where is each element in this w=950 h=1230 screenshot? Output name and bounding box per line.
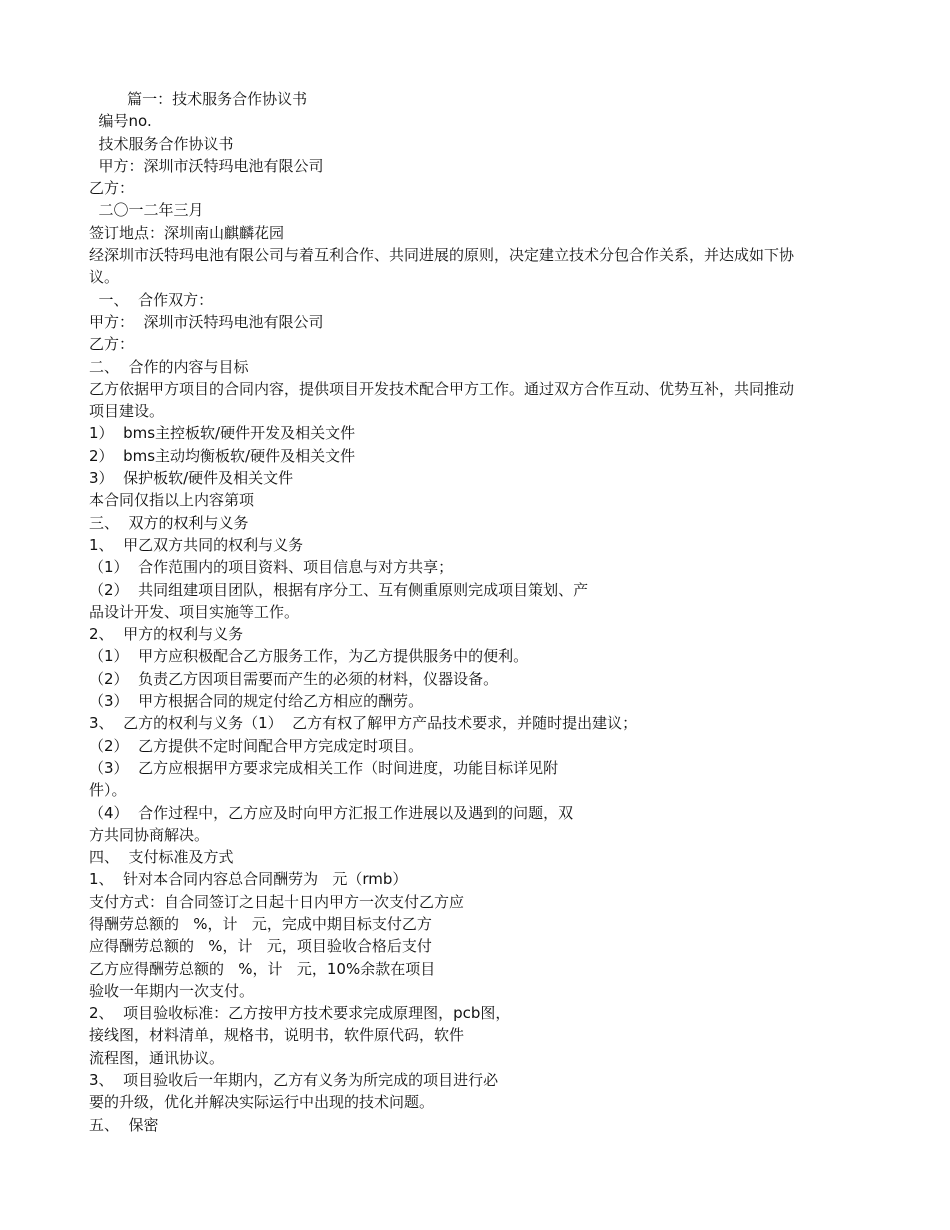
text-line: 乙方：	[89, 179, 135, 198]
text-line: 项目建设。	[89, 402, 165, 421]
text-line: 1、 甲乙双方共同的权利与义务	[89, 535, 304, 554]
text-line: 2、 甲方的权利与义务	[89, 625, 244, 644]
text-line: 品设计开发、项目实施等工作。	[89, 602, 300, 621]
text-line: 乙方依据甲方项目的合同内容，提供项目开发技术配合甲方工作。通过双方合作互动、优势互补，共同推动	[89, 379, 795, 398]
text-line: （4） 合作过程中，乙方应及时向甲方汇报工作进展以及遇到的问题，双	[89, 803, 574, 822]
text-line: 流程图，通讯协议。	[89, 1048, 225, 1067]
text-line: 本合同仅指以上内容第项	[89, 491, 255, 510]
text-line: 3） 保护板软/硬件及相关文件	[89, 469, 294, 488]
text-line: （1） 合作范围内的项目资料、项目信息与对方共享；	[89, 558, 454, 577]
text-line: 二〇一二年三月	[89, 201, 204, 220]
text-line: 3、 乙方的权利与义务（1） 乙方有权了解甲方产品技术要求，并随时提出建议；	[89, 714, 638, 733]
text-line: （2） 共同组建项目团队，根据有序分工、互有侧重原则完成项目策划、产	[89, 580, 589, 599]
text-line: 议。	[89, 268, 120, 287]
text-line: （1） 甲方应积极配合乙方服务工作，为乙方提供服务中的便利。	[89, 647, 529, 666]
text-line: 2、 项目验收标准：乙方按甲方技术要求完成原理图，pcb图，	[89, 1004, 511, 1023]
text-line: 2） bms主动均衡板软/硬件及相关文件	[89, 446, 356, 465]
text-line: 3、 项目验收后一年期内，乙方有义务为所完成的项目进行必	[89, 1071, 499, 1090]
text-line: 甲方： 深圳市沃特玛电池有限公司	[89, 312, 324, 331]
text-line: 件）。	[89, 781, 127, 800]
text-line: 甲方：深圳市沃特玛电池有限公司	[89, 156, 324, 175]
text-line: （3） 乙方应根据甲方要求完成相关工作（时间进度，功能目标详见附	[89, 758, 559, 777]
text-line: 签订地点：深圳南山麒麟花园	[89, 223, 285, 242]
text-line: （2） 负责乙方因项目需要而产生的必须的材料，仪器设备。	[89, 669, 499, 688]
text-line: 一、 合作双方：	[89, 290, 214, 309]
text-line: 方共同协商解决。	[89, 825, 210, 844]
text-line: 乙方：	[89, 335, 135, 354]
text-line: （3） 甲方根据合同的规定付给乙方相应的酬劳。	[89, 692, 424, 711]
text-line: 验收一年期内一次支付。	[89, 981, 255, 1000]
text-line: 五、 保密	[89, 1115, 159, 1134]
text-line: 经深圳市沃特玛电池有限公司与着互利合作、共同进展的原则，决定建立技术分包合作关系，并达成如下协	[89, 246, 795, 265]
text-line: 乙方应得酬劳总额的 %，计 元，10%余款在项目	[89, 959, 436, 978]
text-line: 支付方式：自合同签订之日起十日内甲方一次支付乙方应	[89, 892, 465, 911]
text-line: 三、 双方的权利与义务	[89, 513, 249, 532]
text-line: 应得酬劳总额的 %，计 元，项目验收合格后支付	[89, 937, 432, 956]
text-line: 篇一：技术服务合作协议书	[89, 90, 308, 108]
text-line: 四、 支付标准及方式	[89, 848, 234, 867]
text-line: 得酬劳总额的 %，计 元，完成中期目标支付乙方	[89, 914, 432, 933]
text-line: 编号no.	[89, 112, 152, 131]
text-line: 接线图，材料清单，规格书，说明书，软件原代码，软件	[89, 1026, 465, 1045]
text-line: 1） bms主控板软/硬件开发及相关文件	[89, 424, 356, 443]
text-line: 1、 针对本合同内容总合同酬劳为 元（rmb）	[89, 870, 408, 889]
text-line: 二、 合作的内容与目标	[89, 357, 249, 376]
text-line: 技术服务合作协议书	[89, 134, 234, 153]
text-line: （2） 乙方提供不定时间配合甲方完成定时项目。	[89, 736, 424, 755]
text-line: 要的升级，优化并解决实际运行中出现的技术问题。	[89, 1093, 435, 1112]
document-body	[89, 88, 864, 1136]
